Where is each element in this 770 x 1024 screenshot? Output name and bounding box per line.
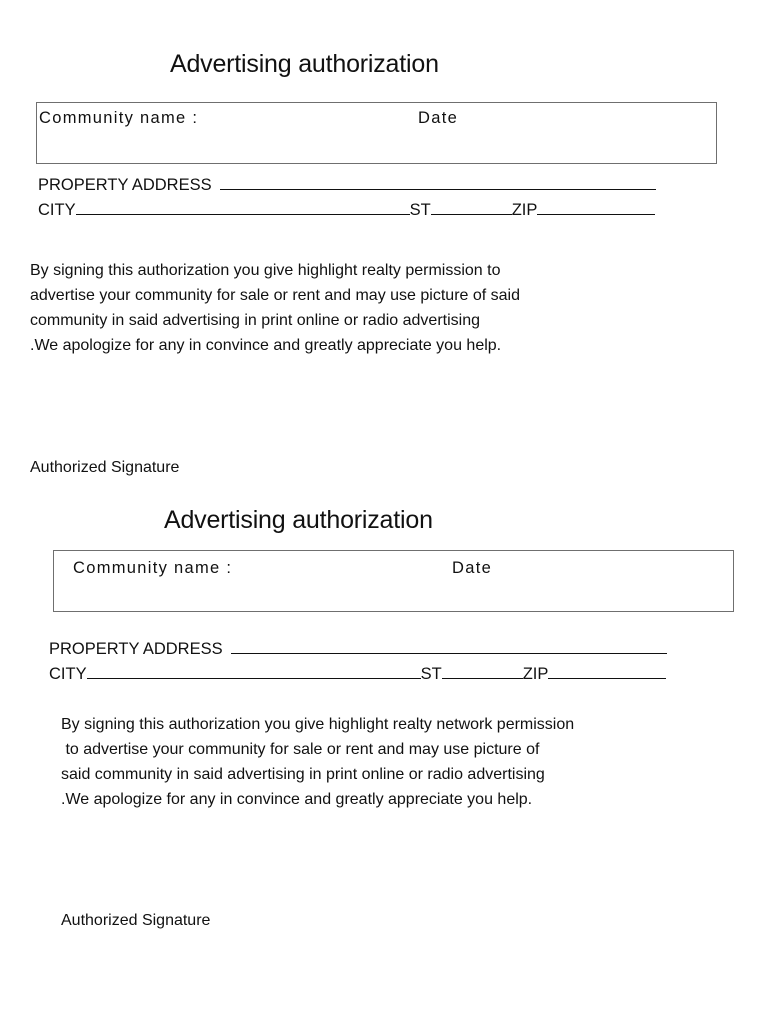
date-label: Date bbox=[452, 559, 493, 577]
zip-line[interactable] bbox=[537, 201, 655, 215]
authorization-text-line: .We apologize for any in convince and greatly appreciate you help. bbox=[61, 791, 533, 808]
authorization-text-line: said community in said advertising in print online or radio advertising bbox=[61, 766, 545, 783]
form-2-title: Advertising authorization bbox=[164, 506, 433, 534]
form-1-title: Advertising authorization bbox=[170, 50, 439, 78]
city-label: CITY bbox=[38, 201, 76, 219]
property-address-label: PROPERTY ADDRESS bbox=[38, 176, 212, 194]
zip-line[interactable] bbox=[548, 665, 666, 679]
property-address-label: PROPERTY ADDRESS bbox=[49, 640, 223, 658]
city-line[interactable] bbox=[76, 201, 410, 215]
authorized-signature-label: Authorized Signature bbox=[61, 912, 211, 929]
property-address-line[interactable] bbox=[231, 640, 667, 654]
form-2-authorization-text bbox=[61, 712, 574, 812]
authorization-text-line: community in said advertising in print online or radio advertising bbox=[30, 312, 480, 329]
form-2-header-box bbox=[53, 550, 734, 612]
form-1-authorization-text bbox=[30, 258, 520, 358]
community-name-label: Community name : bbox=[73, 559, 233, 577]
city-line[interactable] bbox=[87, 665, 421, 679]
date-label: Date bbox=[418, 109, 459, 127]
form-1-header-box bbox=[36, 102, 717, 164]
authorization-text-line: By signing this authorization you give highlight realty network permission bbox=[61, 716, 575, 733]
property-address-line[interactable] bbox=[220, 176, 656, 190]
st-line[interactable] bbox=[442, 665, 523, 679]
property-address-row bbox=[38, 176, 656, 195]
zip-label: ZIP bbox=[511, 201, 538, 219]
authorized-signature-label: Authorized Signature bbox=[30, 459, 180, 476]
st-label: ST bbox=[420, 665, 442, 683]
city-row bbox=[38, 201, 655, 220]
st-label: ST bbox=[409, 201, 431, 219]
zip-label: ZIP bbox=[522, 665, 549, 683]
authorization-text-line: advertise your community for sale or rent and may use picture of said bbox=[30, 287, 520, 304]
city-row bbox=[49, 665, 666, 684]
city-label: CITY bbox=[49, 665, 87, 683]
property-address-row bbox=[49, 640, 667, 659]
authorization-text-line: .We apologize for any in convince and greatly appreciate you help. bbox=[30, 337, 502, 354]
authorization-text-line: to advertise your community for sale or rent and may use picture of bbox=[61, 741, 540, 758]
community-name-label: Community name : bbox=[39, 109, 199, 127]
authorization-text-line: By signing this authorization you give highlight realty permission to bbox=[30, 262, 501, 279]
st-line[interactable] bbox=[431, 201, 512, 215]
